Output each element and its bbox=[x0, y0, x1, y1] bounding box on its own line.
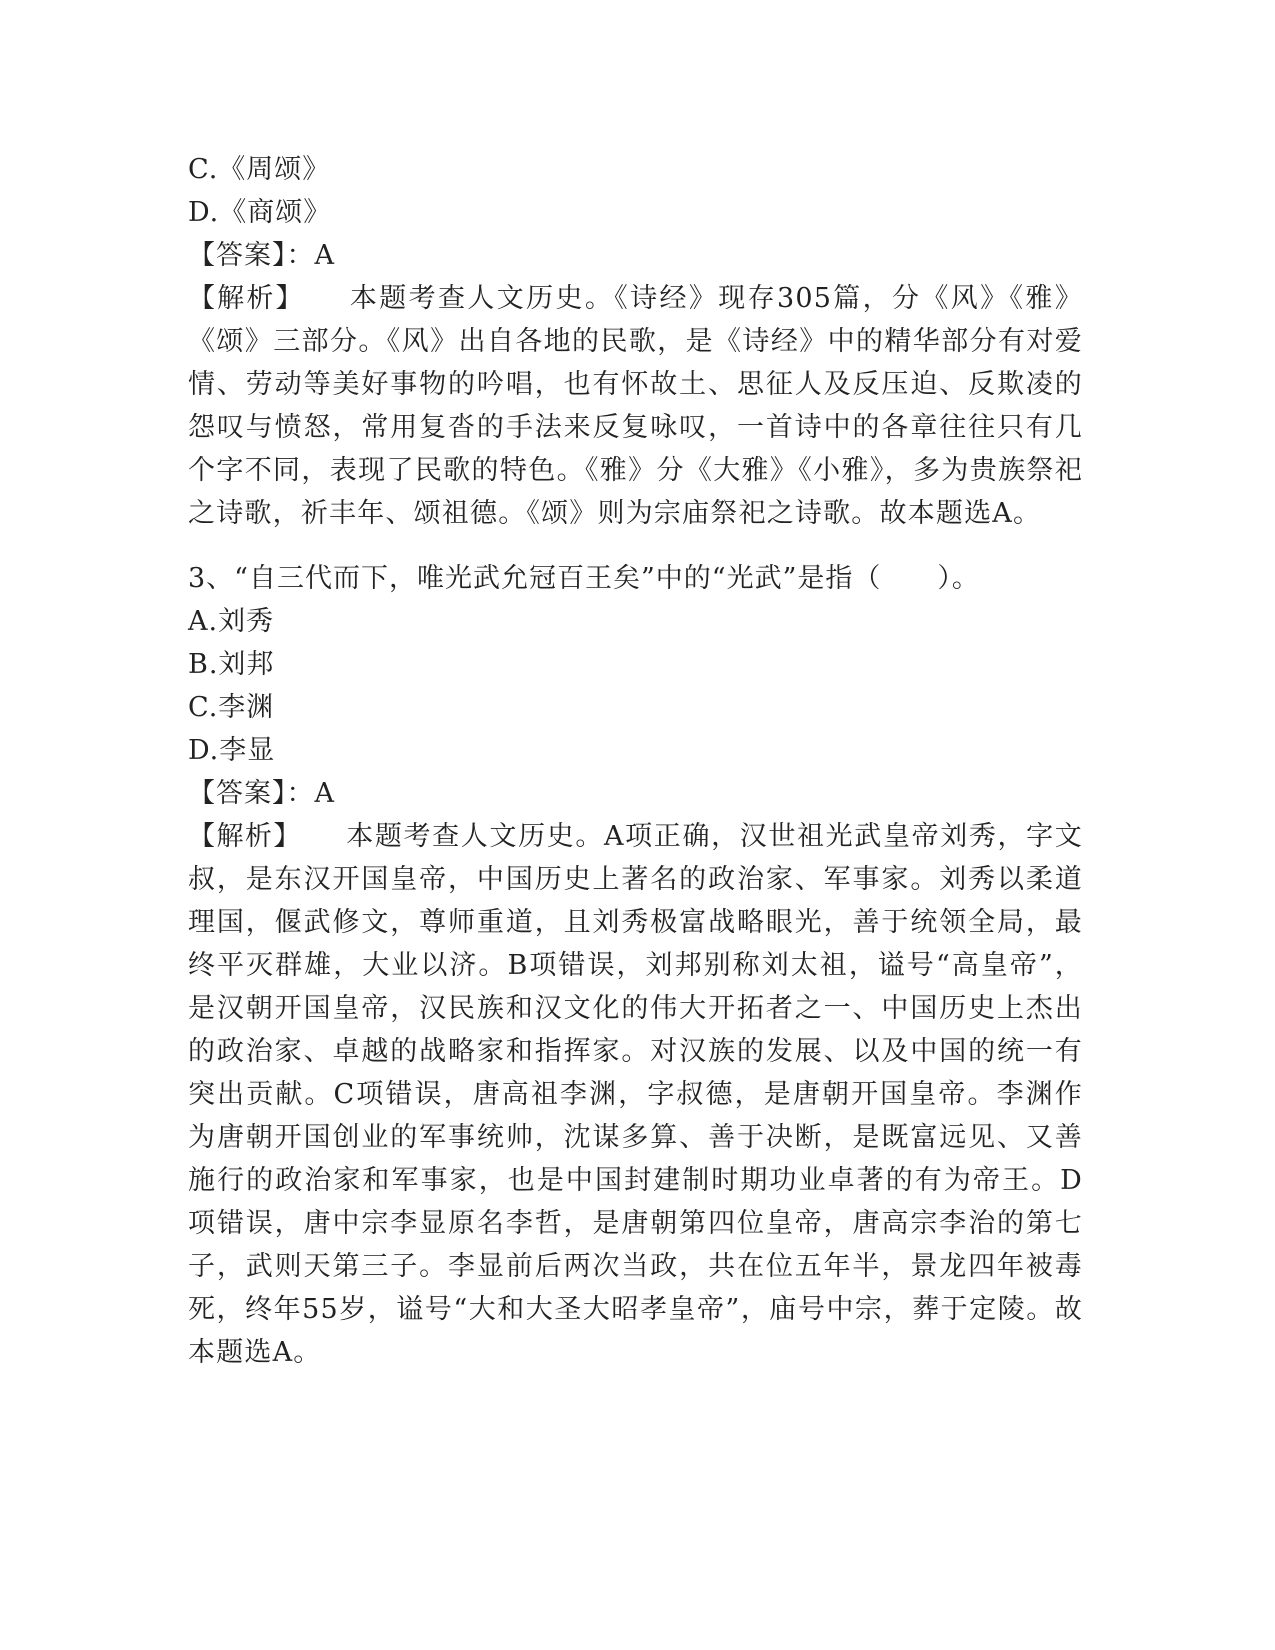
option-b: B.刘邦 bbox=[188, 649, 275, 680]
option-d: D.李显 bbox=[188, 735, 276, 766]
answer: 【答案】：A bbox=[188, 778, 335, 809]
analysis bbox=[188, 277, 1083, 535]
analysis bbox=[188, 815, 1083, 1374]
question-stem: 3、“自三代而下，唯光武允冠百王矣”中的“光武”是指（ ）。 bbox=[188, 563, 980, 594]
option-c: C.《周颂》 bbox=[188, 154, 331, 185]
answer: 【答案】：A bbox=[188, 240, 335, 271]
analysis-label: 【解析】 bbox=[188, 821, 302, 852]
option-c: C.李渊 bbox=[188, 692, 275, 723]
document-page bbox=[188, 148, 1083, 1374]
analysis-text: 本题考查人文历史。A项正确，汉世祖光武皇帝刘秀，字文叔，是东汉开国皇帝，中国历史上著名的政治家、军事家。刘秀以柔道理国，偃武修文，尊师重道，且刘秀极富战略眼光，善于统领全局，最终平灭群雄，大业以济。B项错误，刘邦别称刘太祖，谥号“高皇帝”，是汉朝开国皇帝，汉民族和汉文化的伟大开拓者之一、中国历史上杰出的政治家、卓越的战略家和指挥家。对汉族的发展、以及中国的统一有突出贡献。C项错误，唐高祖李渊，字叔德，是唐朝开国皇帝。李渊作为唐朝开国创业的军事统帅，沈谋多算、善于决断，是既富远见、又善施行的政治家和军事家，也是中国封建制时期功业卓著的有为帝王。D项错误，唐中宗李显原名李哲，是唐朝第四位皇帝，唐高宗李治的第七子，武则天第三子。李显前后两次当政，共在位五年半，景龙四年被毒死，终年55岁，谥号“大和大圣大昭孝皇帝”，庙号中宗，葬于定陵。故本题选A。 bbox=[188, 821, 1084, 1368]
analysis-label: 【解析】 bbox=[188, 283, 305, 314]
option-d: D.《商颂》 bbox=[188, 197, 332, 228]
analysis-text: 本题考查人文历史。《诗经》现存305篇，分《风》《雅》《颂》三部分。《风》出自各地的民歌，是《诗经》中的精华部分有对爱情、劳动等美好事物的吟唱，也有怀故土、思征人及反压迫、反欺凌的怨叹与愤怒，常用复沓的手法来反复咏叹，一首诗中的各章往往只有几个字不同，表现了民歌的特色。《雅》分《大雅》《小雅》，多为贵族祭祀之诗歌，祈丰年、颂祖德。《颂》则为宗庙祭祀之诗歌。故本题选A。 bbox=[188, 283, 1084, 529]
option-a: A.刘秀 bbox=[188, 606, 275, 637]
